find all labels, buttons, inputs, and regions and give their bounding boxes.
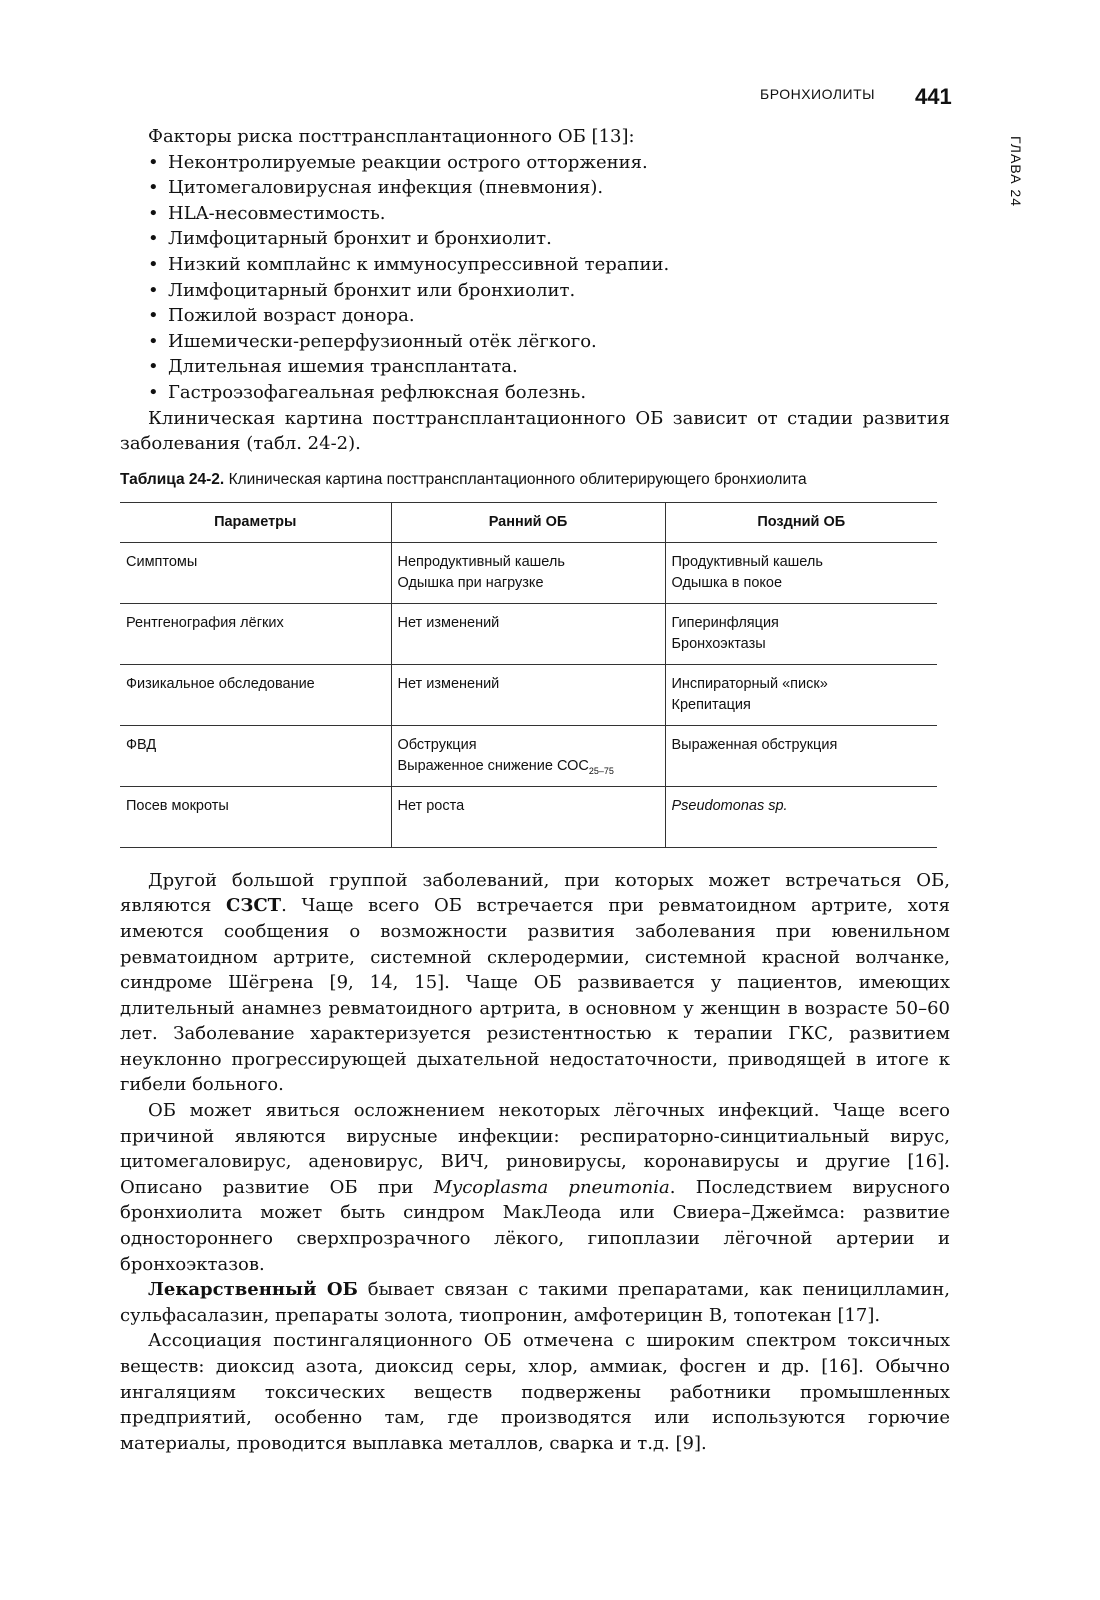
table-row (120, 725, 937, 786)
row-param: Физикальное обследование (120, 664, 391, 725)
column-header-early: Ранний ОБ (391, 502, 665, 542)
subscript: 25–75 (588, 765, 614, 776)
early-cell (391, 603, 665, 664)
clinical-table (120, 502, 937, 848)
early-cell (391, 664, 665, 725)
running-title: БРОНХИОЛИТЫ (760, 86, 876, 102)
cell-line: Непродуктивный кашель (397, 553, 565, 570)
late-cell (665, 603, 937, 664)
bold-term: Лекарственный ОБ (148, 1279, 358, 1301)
column-header-params: Параметры (120, 502, 391, 542)
cell-line: Нет изменений (397, 675, 500, 692)
page-number: 441 (915, 84, 952, 109)
risk-factors-list (120, 150, 950, 406)
cell-line: Выраженная обструкция (671, 736, 838, 753)
bold-term: СЗСТ (226, 895, 282, 917)
text-run: бывает связан с такими препаратами, как пеницилламин, сульфасалазин, препараты золота, тиопронин, амфотерицин В, топотекан [17]. (120, 1279, 950, 1326)
text-run: . Последствием вирусного бронхиолита может быть синдром МакЛеода или Свиера–Джеймса: развитие одностороннего сверхпрозрачного лёкого, гипоплазии лёгочной артерии и бронхоэктазов. (120, 1176, 950, 1275)
page-body (120, 124, 950, 1456)
table-row (120, 542, 937, 603)
row-param: Посев мокроты (120, 786, 391, 847)
table-caption (120, 469, 950, 491)
table-row (120, 603, 937, 664)
paragraph-ctd (120, 868, 950, 1098)
text-run: Другой большой группой заболеваний, при которых может встречаться ОБ, являются (120, 869, 950, 917)
late-cell (665, 542, 937, 603)
cell-line: Продуктивный кашель (671, 553, 823, 570)
cell-line: Инспираторный «писк» (671, 675, 828, 692)
list-item: • Пожилой возраст донора. (148, 303, 950, 329)
table-caption-text: Клиническая картина посттрансплантационного облитерирующего бронхиолита (228, 470, 807, 488)
risk-factors-intro: Факторы риска посттрансплантационного ОБ [13]: (148, 126, 635, 147)
cell-line: Одышка в покое (671, 574, 783, 591)
list-item: • Гастроэзофагеальная рефлюксная болезнь. (148, 380, 950, 406)
cell-line: Одышка при нагрузке (397, 574, 544, 591)
paragraph-infections (120, 1098, 950, 1277)
italic-term: Mycoplasma pneumonia (433, 1176, 670, 1198)
cell-text: Выраженное снижение СОС (397, 757, 589, 774)
cell-line: Бронхоэктазы (671, 635, 766, 652)
cell-line: Гиперинфляция (671, 614, 779, 631)
text-run: . Чаще всего ОБ встречается при ревматоидном артрите, хотя имеются сообщения о возможности развития заболевания при ювенильном ревматоидном артрите, системной склеродермии, системной красной волчанке, синдроме Шёгрена [9, 14, 15]. Чаще ОБ развивается у пациентов, имеющих длительный анамнез ревматоидного артрита, в основном у женщин в возрасте 50–60 лет. Заболевание характеризуется резистентностью к терапии ГКС, развитием неуклонно прогрессирующей дыхательной недостаточности, приводящей в итоге к гибели больного. (120, 895, 950, 1096)
list-item: • Неконтролируемые реакции острого отторжения. (148, 150, 950, 176)
list-item: • HLA-несовместимость. (148, 201, 950, 227)
table-row (120, 664, 937, 725)
list-item: • Цитомегаловирусная инфекция (пневмония). (148, 175, 950, 201)
column-header-late: Поздний ОБ (665, 502, 937, 542)
list-item: • Длительная ишемия трансплантата. (148, 354, 950, 380)
late-cell (665, 664, 937, 725)
cell-line: Нет изменений (397, 614, 500, 631)
list-item: • Низкий комплайнс к иммуносупрессивной терапии. (148, 252, 950, 278)
list-item: • Ишемически-реперфузионный отёк лёгкого. (148, 329, 950, 355)
row-param: ФВД (120, 725, 391, 786)
text-run: ОБ может явиться осложнением некоторых лёгочных инфекций. Чаще всего причиной являются вирусные инфекции: респираторно-синцитиальный вирус, цитомегаловирус, аденовирус, ВИЧ, риновирусы, коронавирусы и другие [16]. Описано развитие ОБ при (120, 1100, 950, 1198)
row-param: Рентгенография лёгких (120, 603, 391, 664)
cell-line: Обструкция (397, 736, 477, 753)
row-param: Симптомы (120, 542, 391, 603)
clinical-intro-paragraph: Клиническая картина посттрансплантационного ОБ зависит от стадии развития заболевания (табл. 24-2). (120, 407, 950, 455)
late-cell (665, 786, 937, 847)
paragraph-inhalation: Ассоциация постингаляционного ОБ отмечена с широким спектром токсичных веществ: диоксид азота, диоксид серы, хлор, аммиак, фосген и др. [16]. Обычно ингаляциям токсических веществ подвержены работники промышленных предприятий, особенно там, где производятся или используются горючие материалы, проводится выплавка металлов, сварка и т.д. [9]. (120, 1330, 950, 1454)
early-cell (391, 725, 665, 786)
table-caption-label: Таблица 24-2. (120, 470, 225, 488)
cell-line: Крепитация (671, 696, 751, 713)
list-item: • Лимфоцитарный бронхит или бронхиолит. (148, 278, 950, 304)
paragraph-drug (120, 1277, 950, 1328)
early-cell (391, 786, 665, 847)
table-header-row (120, 502, 937, 542)
chapter-tab: ГЛАВА 24 (1008, 136, 1024, 207)
table-row (120, 786, 937, 847)
early-cell (391, 542, 665, 603)
cell-line (398, 756, 659, 782)
cell-line: Нет роста (397, 797, 465, 814)
late-cell (665, 725, 937, 786)
cell-line: Pseudomonas sp. (671, 797, 788, 814)
list-item: • Лимфоцитарный бронхит и бронхиолит. (148, 226, 950, 252)
